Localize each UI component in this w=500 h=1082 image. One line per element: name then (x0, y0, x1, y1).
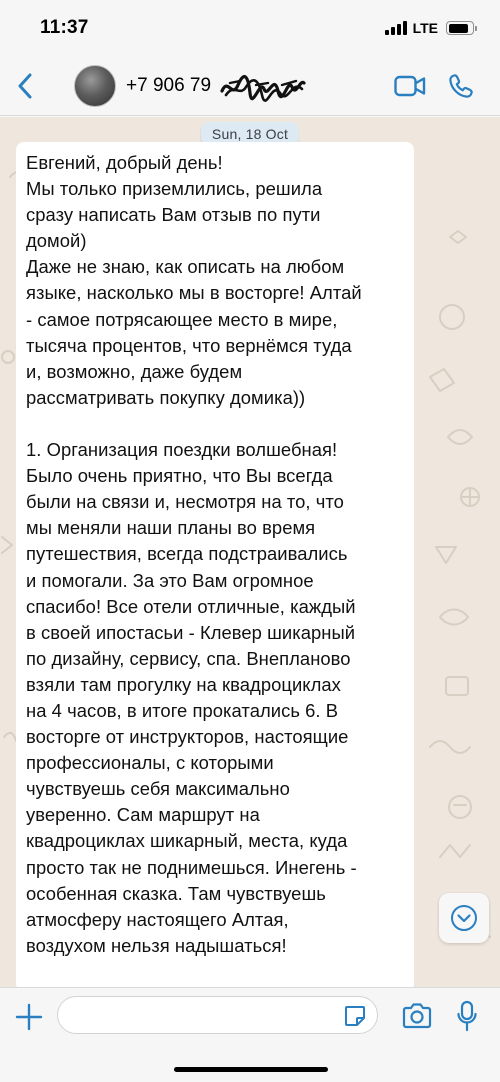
sticker-icon[interactable] (343, 1004, 367, 1028)
camera-icon[interactable] (401, 1002, 433, 1030)
chat-area[interactable] (0, 117, 500, 987)
redaction-scribble (220, 71, 306, 103)
scroll-to-bottom-button[interactable] (439, 893, 489, 943)
message-text: Евгений, добрый день! Мы только приземлились, решила сразу написать Вам отзыв по пути домой) Даже не знаю, как описать на любом языке, насколько мы в восторге! Алтай - самое потрясающее место в мире, тысяча процентов, что вернёмся туда и, возможно, даже будем рассматривать покупку домика)) 1. Организация поездки волшебная! Было очень приятно, что Вы всегда были на связи и, несмотря на то, что мы меняли наши планы во время путешествия, всегда подстраивались и помогали. За это Вам огромное спасибо! Все отели отличные, каждый в своей ипостасьи - Клевер шикарный по дизайну, сервису, спа. Внепланово взяли там прогулку на квадроциклах на 4 часов, в итоге прокатались 6. В восторге от инструкторов, настоящие профессионалы, с которыми чувствуешь себя максимально уверенно. Сам маршрут на квадроциклах шикарный, места, куда просто так не поднимешься. Инегень - особенная сказка. Там чувствуешь атмосферу настоящего Алтая, воздухом нельзя надышаться! (26, 152, 362, 956)
contact-avatar[interactable] (74, 65, 116, 107)
contact-name: +7 906 79 (126, 74, 212, 96)
contact-info[interactable] (126, 75, 211, 97)
chat-header (0, 56, 500, 116)
status-bar (0, 0, 500, 56)
signal-icon (385, 21, 407, 35)
message-bubble[interactable] (16, 142, 414, 987)
home-indicator[interactable] (174, 1067, 328, 1072)
network-type: LTE (412, 20, 438, 36)
status-indicators (385, 20, 474, 36)
plus-icon[interactable] (14, 1002, 44, 1032)
date-chip: Sun, 18 Oct (201, 122, 299, 146)
video-camera-icon[interactable] (394, 75, 426, 97)
phone-icon[interactable] (448, 73, 474, 99)
chevron-down-circle-icon (450, 904, 478, 932)
message-input[interactable] (57, 996, 378, 1034)
status-time: 11:37 (40, 17, 89, 38)
battery-level (449, 24, 469, 33)
microphone-icon[interactable] (456, 1000, 478, 1032)
chevron-left-icon (17, 73, 33, 99)
back-button[interactable] (0, 56, 50, 116)
header-actions (394, 73, 500, 99)
battery-icon (446, 21, 474, 35)
